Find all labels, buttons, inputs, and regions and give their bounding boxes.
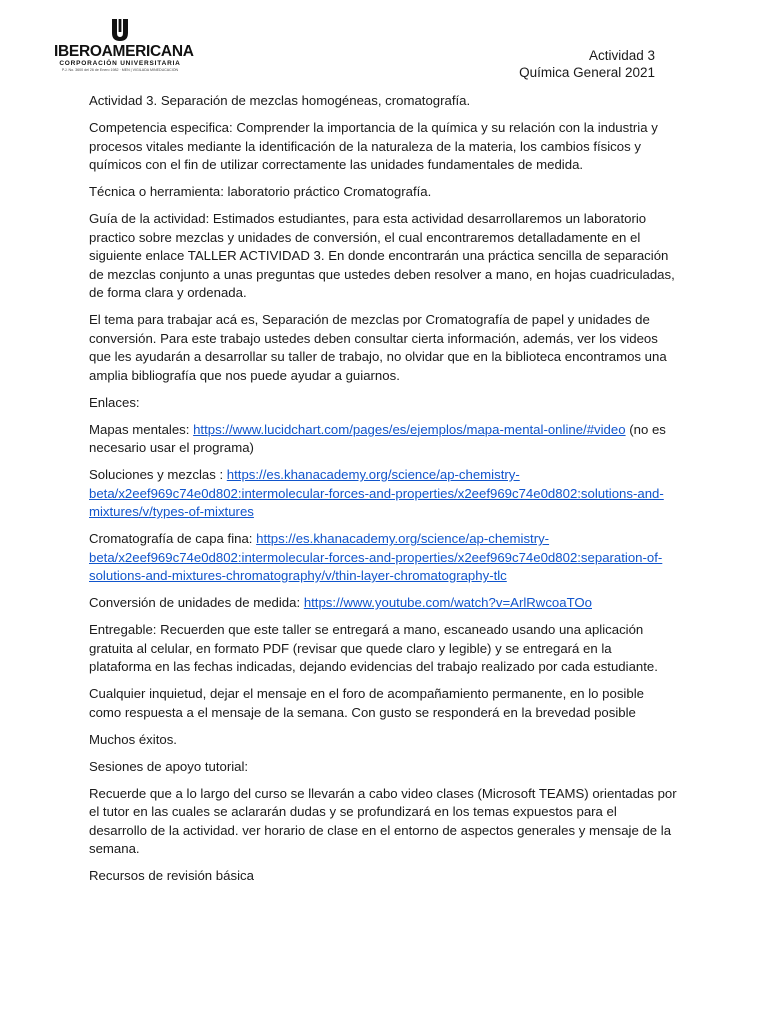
mapas-paragraph <box>89 421 677 458</box>
conversion-link[interactable]: https://www.youtube.com/watch?v=ArlRwcoaTOo <box>303 595 592 610</box>
tecnica-paragraph: Técnica o herramienta: laboratorio práctico Cromatografía. <box>89 184 432 199</box>
entregable-paragraph: Entregable: Recuerden que este taller se entregará a mano, escaneado usando una aplicación gratuita al celular, en formato PDF (revisar que quede claro y legible) y se entregará en la plataforma en las fechas indicadas, dejando evidencias del trabajo realizado por cada estudiante. <box>89 622 658 674</box>
activity-label: Actividad 3 <box>588 48 655 63</box>
mapas-link[interactable]: https://www.lucidchart.com/pages/es/ejemplos/mapa-mental-online/#video <box>193 421 626 437</box>
sesiones-heading: Sesiones de apoyo tutorial: <box>89 758 249 774</box>
inquietud-paragraph: Cualquier inquietud, dejar el mensaje en el foro de acompañamiento permanente, en lo posible como respuesta a el mensaje de la semana. Con gusto se responderá en la brevedad posible <box>89 686 644 720</box>
logo-name: IBEROAMERICANA <box>54 43 194 60</box>
university-logo <box>54 18 194 73</box>
mapas-label: Mapas mentales: <box>89 421 194 437</box>
cromatografia-paragraph <box>89 530 677 586</box>
competencia-paragraph: Competencia especifica: Comprender la importancia de la química y su relación con la industria y procesos vitales mediante la identificación de la naturaleza de la materia, los cambios físicos y químicos con el fin de utilizar correctamente las unidades fundamentales de medida. <box>89 120 658 172</box>
shield-logo-icon <box>110 18 130 42</box>
soluciones-paragraph <box>89 466 677 522</box>
recursos-heading: Recursos de revisión básica <box>89 868 254 883</box>
logo-fine-print: P.J. No. 3600 del 26 de Enero 1982 · MEN | VIGILADA MINEDUCACIÓN <box>61 68 179 72</box>
course-label: Química General 2021 <box>519 65 655 80</box>
recuerde-paragraph: Recuerde que a lo largo del curso se llevarán a cabo video clases (Microsoft TEAMS) orientadas por el tutor en las cuales se aclararán dudas y se profundizará en los temas expuestos para el desarrollo de la actividad. ver horario de clase en el entorno de aspectos generales y mensaje de la semana. <box>89 785 677 856</box>
header-info <box>519 47 655 81</box>
soluciones-label: Soluciones y mezclas : <box>89 467 227 482</box>
cromatografia-label: Cromatografía de capa fina: <box>89 531 257 546</box>
conversion-label: Conversión de unidades de medida: <box>89 595 304 610</box>
tema-paragraph: El tema para trabajar acá es, Separación de mezclas por Cromatografía de papel y unidades de conversión. Para este trabajo ustedes deben consultar cierta información, además, ver los videos que les ayudarán a desarrollar su taller de trabajo, no olvidar que en la biblioteca encontramos una amplia bibliografía que nos puede ayudar a guiarnos. <box>89 312 667 383</box>
mapas-suffix: (no es necesario usar el programa) <box>89 421 666 455</box>
enlaces-heading: Enlaces: <box>89 394 140 410</box>
exitos-paragraph: Muchos éxitos. <box>89 731 177 747</box>
guia-paragraph: Guía de la actividad: Estimados estudiantes, para esta actividad desarrollaremos un laboratorio practico sobre mezclas y unidades de conversión, el cual encontraremos detalladamente en el siguiente enlace TALLER ACTIVIDAD 3. En donde encontrarán una práctica sencilla de separación de mezclas conjunto a unas preguntas que ustedes deben resolver a mano, en hojas cuadriculadas, de forma clara y ordenada. <box>89 211 675 300</box>
logo-subtitle: CORPORACIÓN UNIVERSITARIA <box>59 60 181 67</box>
activity-title: Actividad 3. Separación de mezclas homogéneas, cromatografía. <box>89 93 471 108</box>
document-body <box>89 92 677 894</box>
soluciones-link[interactable]: https://es.khanacademy.org/science/ap-chemistry-beta/x2eef969c74e0d802:intermolecular-forces-and-properties/x2eef969c74e0d802:solutions-and-mixtures/v/types-of-mixtures <box>89 467 664 519</box>
cromatografia-link[interactable]: https://es.khanacademy.org/science/ap-chemistry-beta/x2eef969c74e0d802:intermolecular-forces-and-properties/x2eef969c74e0d802:separation-of-solutions-and-mixtures-chromatography/v/thin-layer-chromatography-tlc <box>89 531 663 583</box>
conversion-paragraph <box>89 594 677 613</box>
